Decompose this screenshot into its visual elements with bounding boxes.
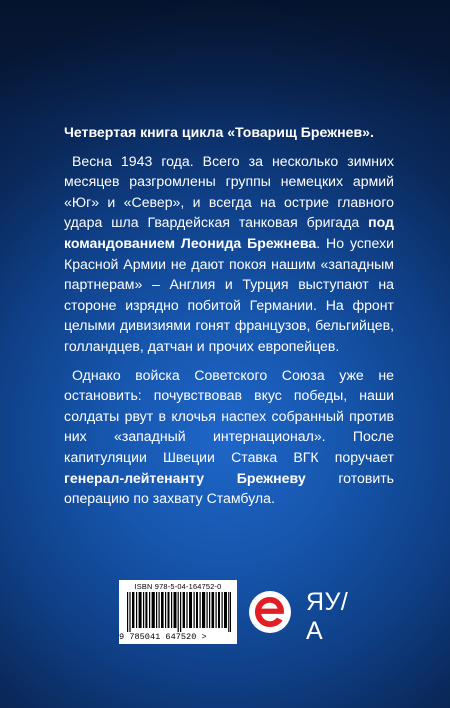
series-headline: Четвертая книга цикла «Товарищ Брежнев». xyxy=(64,124,374,140)
paragraph-2-bold: генерал-лейтенанту Брежневу xyxy=(64,469,306,486)
paragraph-1-text-a: Весна 1943 года. Всего за несколько зимних месяцев разгромлены группы немецких армий «Юг» и «Север», и всегда на острие главного удара шла Гвардейская танковая бригада xyxy=(64,152,394,231)
paragraph-1-text-b: . Но успехи Красной Армии не дают покоя нашим «западным партнерам» – Англия и Турция выступают на стороне изрядно побитой Германии. На фронт целыми дивизиями гонят французов, бельгийцев, голландцев, датчан и прочих европейцев. xyxy=(64,234,394,354)
isbn-barcode xyxy=(119,580,237,644)
paragraph-2 xyxy=(64,365,394,509)
barcode-bars xyxy=(127,592,231,632)
publisher-name: ЯУ/А xyxy=(306,588,349,645)
publisher-e-icon xyxy=(248,590,292,634)
barcode-digits: 9 785041 647520 > xyxy=(119,632,207,642)
paragraph-1 xyxy=(64,151,394,357)
publisher-logo xyxy=(248,582,358,645)
paragraph-2-text-a: Однако войска Советского Союза уже не остановить: почувствовав вкус победы, наши солдаты рвут в клочья наспех собранный против них «западный интернационал». После капитуляции Швеции Ставка ВГК поручает xyxy=(64,366,394,465)
paragraph-2-text-b: готовить операцию по захвату Стамбула. xyxy=(64,469,394,507)
paragraph-1-bold: под командованием Леонида Брежнева xyxy=(64,214,394,251)
isbn-label: ISBN 978-5-04-164752-0 xyxy=(134,582,222,591)
background-vignette xyxy=(0,0,450,120)
back-cover-text xyxy=(64,122,394,517)
